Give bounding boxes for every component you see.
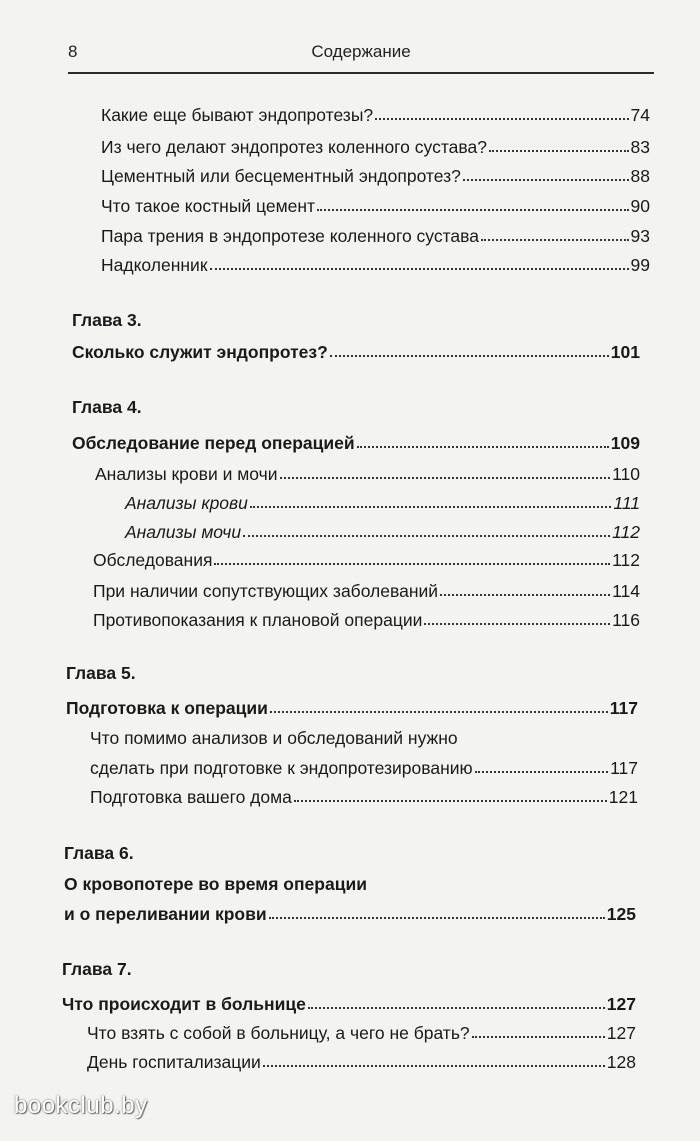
toc-entry: сделать при подготовке к эндопротезированию 117 [90,758,638,778]
chapter-label: Глава 5. [66,663,136,683]
toc-entry: Что взять с собой в больницу, а чего не брать? 127 [87,1023,636,1043]
chapter-title-entry: Подготовка к операции 117 [66,698,638,718]
chapter-title-entry: Обследование перед операцией 109 [72,433,640,453]
toc-entry: Подготовка вашего дома 121 [90,787,638,807]
chapter-label: Глава 3. [72,310,142,330]
header-rule [68,72,654,74]
toc-entry: Цементный или бесцементный эндопротез? 88 [101,166,650,186]
toc-entry: Анализы крови и мочи 110 [95,464,640,484]
toc-entry: Противопоказания к плановой операции 116 [93,610,640,630]
chapter-label: Глава 6. [64,843,134,863]
page-number: 8 [68,42,78,61]
toc-entry: Из чего делают эндопротез коленного сустава? 83 [101,137,650,157]
chapter-title-entry: Что происходит в больнице 127 [62,994,636,1014]
toc-entry: При наличии сопутствующих заболеваний 114 [93,581,640,601]
toc-entry: Пара трения в эндопротезе коленного сустава 93 [101,226,650,246]
running-title: Содержание [311,42,411,61]
running-header [68,38,654,74]
toc-entry-line1: Что помимо анализов и обследований нужно [90,728,458,748]
toc-subentry: Анализы крови 111 [125,493,640,513]
chapter-title-entry: и о переливании крови 125 [64,904,636,924]
toc-entry: Надколенник 99 [101,255,650,275]
chapter-title-entry: Сколько служит эндопротез? 101 [72,342,640,362]
toc-entry: Что такое костный цемент 90 [101,196,650,216]
chapter-title-line1: О кровопотере во время операции [64,874,367,894]
chapter-label: Глава 4. [72,397,142,417]
toc-entry: Обследования 112 [93,550,640,570]
toc-entry: День госпитализации 128 [87,1052,636,1072]
chapter-label: Глава 7. [62,959,132,979]
watermark: bookclub.by [14,1092,148,1119]
toc-subentry: Анализы мочи 112 [125,522,640,542]
toc-entry: Какие еще бывают эндопротезы? 74 [101,105,650,125]
